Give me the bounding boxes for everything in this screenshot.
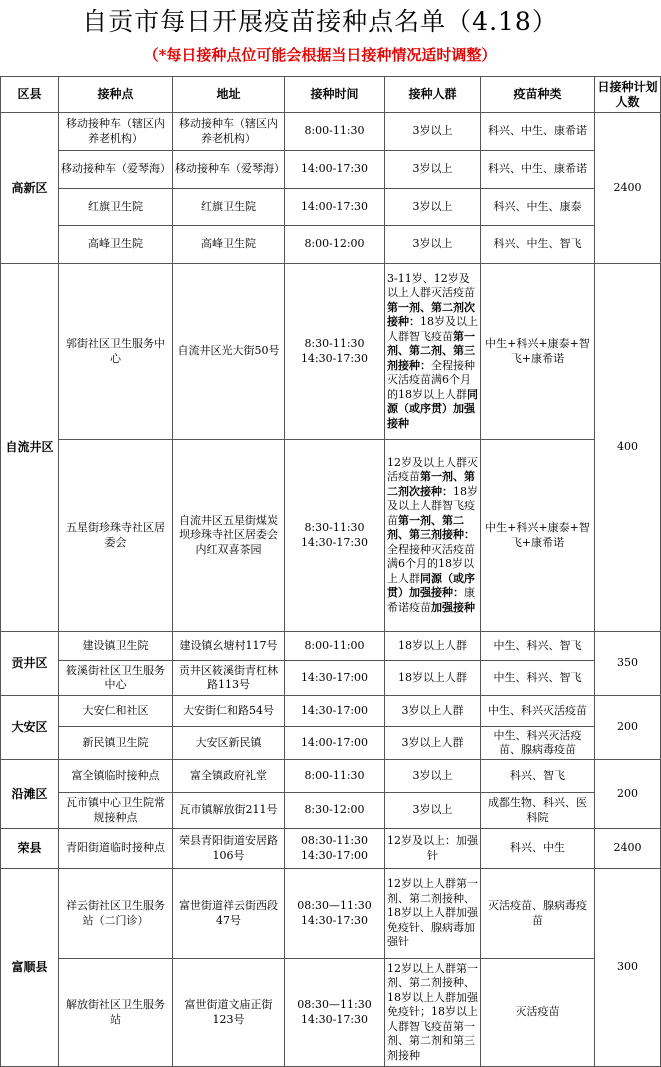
people-cell: 18岁以上人群	[385, 661, 481, 696]
site-cell: 五星街珍珠寺社区居委会	[59, 440, 173, 632]
table-row	[1, 189, 661, 226]
people-cell: 3岁以上	[385, 113, 481, 151]
time-cell	[285, 264, 385, 440]
time-cell: 14:30-17:00	[285, 696, 385, 727]
site-cell: 青阳街道临时接种点	[59, 829, 173, 869]
plan-cell: 350	[595, 632, 661, 696]
site-cell: 建设镇卫生院	[59, 632, 173, 661]
time-cell: 14:00-17:30	[285, 189, 385, 226]
people-cell: 18岁以上人群	[385, 632, 481, 661]
time-cell	[285, 829, 385, 869]
time-afternoon: 14:30-17:30	[300, 1012, 369, 1026]
vaccine-cell: 灭活疫苗	[481, 959, 595, 1067]
header-time: 接种时间	[285, 77, 385, 113]
people-cell: 3岁以上人群	[385, 727, 481, 760]
vaccine-cell: 科兴、中生、康泰	[481, 189, 595, 226]
address-cell: 红旗卫生院	[173, 189, 285, 226]
address-cell: 大安区新民镇	[173, 727, 285, 760]
time-morning: 08:30-11:30	[300, 834, 369, 847]
address-cell: 大安街仁和路54号	[173, 696, 285, 727]
plan-cell: 300	[595, 869, 661, 1067]
table-row	[1, 959, 661, 1067]
plan-cell: 2400	[595, 113, 661, 264]
site-cell: 高峰卫生院	[59, 226, 173, 264]
site-cell: 移动接种车（爱琴海）	[59, 151, 173, 189]
table-header-row	[1, 77, 661, 113]
time-afternoon: 14:30-17:00	[300, 848, 369, 862]
site-cell: 祥云街社区卫生服务站（二门诊）	[59, 869, 173, 959]
vaccine-cell: 中生、科兴、智飞	[481, 632, 595, 661]
time-cell: 8:00-12:00	[285, 226, 385, 264]
time-cell: 14:00-17:30	[285, 151, 385, 189]
vaccine-cell: 中生+科兴+康泰+智飞+康希诺	[481, 264, 595, 440]
site-cell: 红旗卫生院	[59, 189, 173, 226]
table-row	[1, 113, 661, 151]
people-text: 全程接种灭活疫苗满6个月的18岁以上人群	[387, 358, 475, 401]
plan-cell: 200	[595, 760, 661, 829]
header-site: 接种点	[59, 77, 173, 113]
people-cell	[385, 440, 481, 632]
vaccine-cell: 科兴、中生、康希诺	[481, 113, 595, 151]
address-cell: 自流井区光大街50号	[173, 264, 285, 440]
vaccine-cell: 科兴、智飞	[481, 760, 595, 793]
people-text-bold: 第一剂、第二剂、第三剂接种：	[387, 513, 475, 542]
vaccine-cell: 中生、科兴、智飞	[481, 661, 595, 696]
time-morning: 8:30-11:30	[304, 521, 365, 534]
vaccine-cell: 科兴、中生、康希诺	[481, 151, 595, 189]
table-row	[1, 632, 661, 661]
people-text: 3-11岁、12岁及以上人群灭活疫苗	[387, 271, 475, 300]
people-cell: 3岁以上	[385, 793, 481, 829]
people-text-bold: 加强接种	[431, 600, 475, 614]
vaccine-cell: 科兴、中生、智飞	[481, 226, 595, 264]
people-text: 全程接种灭活疫苗满6个月的18岁以上人群	[387, 542, 475, 585]
site-cell: 筱溪街社区卫生服务中心	[59, 661, 173, 696]
vaccine-cell: 中生、科兴灭活疫苗	[481, 696, 595, 727]
time-cell	[285, 959, 385, 1067]
header-plan: 日接种计划人数	[595, 77, 661, 113]
time-afternoon: 14:30-17:30	[300, 535, 369, 549]
table-row	[1, 696, 661, 727]
site-cell: 大安仁和社区	[59, 696, 173, 727]
district-cell: 沿滩区	[1, 760, 59, 829]
district-cell: 大安区	[1, 696, 59, 760]
table-row	[1, 869, 661, 959]
table-row	[1, 151, 661, 189]
vaccine-cell: 成都生物、科兴、医科院	[481, 793, 595, 829]
address-cell: 移动接种车（辖区内养老机构）	[173, 113, 285, 151]
time-cell: 8:00-11:30	[285, 760, 385, 793]
people-text-bold: 第一剂、第二剂次接种：	[387, 470, 475, 498]
address-cell: 富世街道祥云街西段47号	[173, 869, 285, 959]
time-morning: 08:30—11:30	[297, 899, 372, 912]
plan-cell: 400	[595, 264, 661, 632]
header-district: 区县	[1, 77, 59, 113]
people-text-bold: 第一剂、第二剂次接种：	[387, 300, 475, 329]
time-morning: 08:30—11:30	[297, 998, 372, 1011]
address-cell: 瓦市镇解放街211号	[173, 793, 285, 829]
header-vaccine: 疫苗种类	[481, 77, 595, 113]
site-cell: 富全镇临时接种点	[59, 760, 173, 793]
table-row	[1, 727, 661, 760]
address-cell: 贡井区筱溪街青杠林路113号	[173, 661, 285, 696]
page-subtitle: （*每日接种点位可能会根据当日接种情况适时调整）	[143, 46, 497, 64]
people-cell: 3岁以上人群	[385, 696, 481, 727]
time-cell	[285, 440, 385, 632]
time-morning: 8:30-11:30	[304, 337, 365, 350]
vaccine-cell: 科兴、中生	[481, 829, 595, 869]
district-cell: 贡井区	[1, 632, 59, 696]
people-cell: 3岁以上	[385, 189, 481, 226]
time-cell: 14:30-17:00	[285, 661, 385, 696]
time-cell: 8:00-11:30	[285, 113, 385, 151]
people-text: 18岁及以上人群智飞疫苗	[387, 315, 478, 343]
time-cell: 8:30-12:00	[285, 793, 385, 829]
plan-cell: 200	[595, 696, 661, 760]
people-cell	[385, 264, 481, 440]
table-row	[1, 829, 661, 869]
address-cell: 建设镇幺塘村117号	[173, 632, 285, 661]
vaccine-cell: 灭活疫苗、腺病毒疫苗	[481, 869, 595, 959]
district-cell: 富顺县	[1, 869, 59, 1067]
district-cell: 荣县	[1, 829, 59, 869]
site-cell: 郭街社区卫生服务中心	[59, 264, 173, 440]
site-cell: 新民镇卫生院	[59, 727, 173, 760]
site-cell: 解放街社区卫生服务站	[59, 959, 173, 1067]
address-cell: 富世街道文庙正街123号	[173, 959, 285, 1067]
people-text: 康希诺疫苗	[387, 586, 475, 614]
site-cell: 移动接种车（辖区内养老机构）	[59, 113, 173, 151]
people-text: 18岁及以上人群智飞疫苗	[387, 484, 478, 527]
time-afternoon: 14:30-17:30	[300, 913, 369, 927]
table-row	[1, 226, 661, 264]
address-cell: 自流井区五星街煤炭坝珍珠寺社区居委会内红双喜茶园	[173, 440, 285, 632]
district-cell: 高新区	[1, 113, 59, 264]
time-cell	[285, 869, 385, 959]
district-cell: 自流井区	[1, 264, 59, 632]
people-text-bold: 同源（或序贯）加强接种：	[387, 571, 475, 600]
vaccine-cell: 中生+科兴+康泰+智飞+康希诺	[481, 440, 595, 632]
page-title: 自贡市每日开展疫苗接种点名单（4.18）	[82, 7, 558, 36]
people-text-bold: 同源（或序贯）加强接种	[387, 387, 478, 430]
table-row	[1, 264, 661, 440]
address-cell: 高峰卫生院	[173, 226, 285, 264]
address-cell: 荣县青阳街道安居路106号	[173, 829, 285, 869]
people-text: 12岁及以上人群灭活疫苗	[387, 455, 478, 484]
people-cell: 3岁以上	[385, 760, 481, 793]
people-cell: 12岁及以上：加强针	[385, 829, 481, 869]
people-cell: 3岁以上	[385, 151, 481, 189]
address-cell: 富全镇政府礼堂	[173, 760, 285, 793]
table-row	[1, 760, 661, 793]
address-cell: 移动接种车（爱琴海）	[173, 151, 285, 189]
vaccine-cell: 中生、科兴灭活疫苗、腺病毒疫苗	[481, 727, 595, 760]
table-row	[1, 661, 661, 696]
plan-cell: 2400	[595, 829, 661, 869]
time-cell: 14:00-17:00	[285, 727, 385, 760]
time-afternoon: 14:30-17:30	[300, 351, 369, 365]
table-row	[1, 440, 661, 632]
people-cell: 12岁以上人群第一剂、第二剂接种、18岁以上人群加强免疫针；18岁以上人群智飞疫苗第一剂、第二剂和第三剂接种	[385, 959, 481, 1067]
vaccination-schedule-table	[0, 76, 661, 1067]
time-cell: 8:00-11:00	[285, 632, 385, 661]
people-text-bold: 第一剂、第二剂、第三剂接种：	[387, 329, 475, 372]
people-cell: 3岁以上	[385, 226, 481, 264]
header-address: 地址	[173, 77, 285, 113]
people-cell: 12岁以上人群第一剂、第二剂接种、18岁以上人群加强免疫针、腺病毒加强针	[385, 869, 481, 959]
header-people: 接种人群	[385, 77, 481, 113]
table-row	[1, 793, 661, 829]
site-cell: 瓦市镇中心卫生院常规接种点	[59, 793, 173, 829]
